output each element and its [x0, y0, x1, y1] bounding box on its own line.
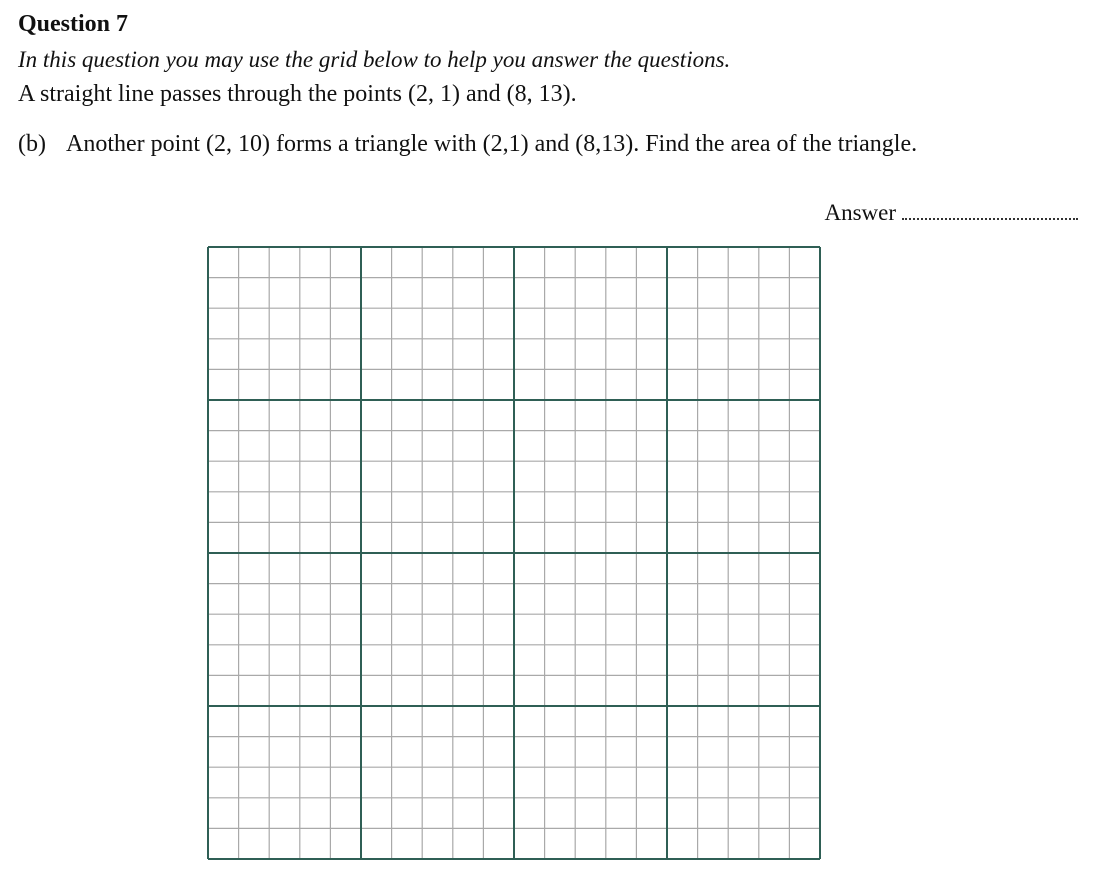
answer-line [824, 198, 1078, 227]
answer-blank[interactable] [902, 198, 1078, 220]
part-b-label: (b) [18, 131, 46, 157]
answer-label: Answer [824, 200, 896, 225]
question-instruction: In this question you may use the grid below to help you answer the questions. [18, 47, 731, 72]
part-b-text: Another point (2, 10) forms a triangle with (2,1) and (8,13). Find the area of the triangle. [66, 131, 918, 157]
question-statement: A straight line passes through the points (2, 1) and (8, 13). [18, 81, 577, 107]
grid-svg [207, 246, 821, 860]
graph-paper-grid [207, 246, 821, 860]
part-b [18, 130, 917, 158]
question-title: Question 7 [18, 11, 129, 37]
